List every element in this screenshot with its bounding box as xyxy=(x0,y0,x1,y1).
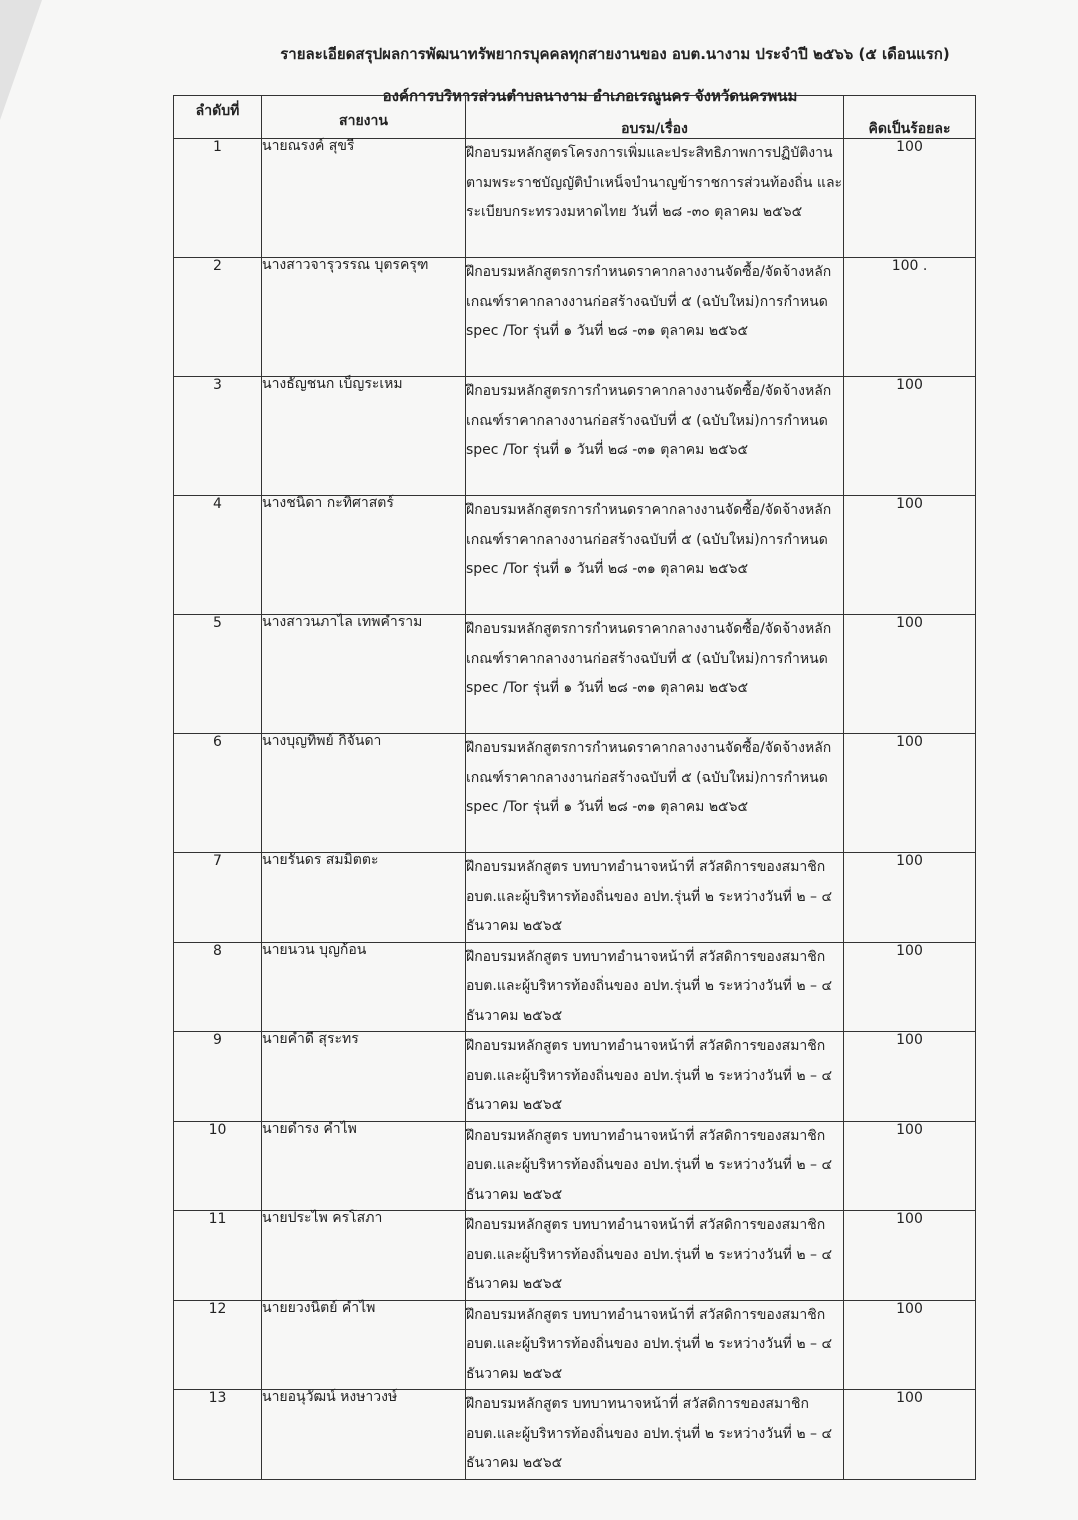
row-number: 6 xyxy=(174,734,262,853)
course-description: ฝึกอบรมหลักสูตรการกำหนดราคากลางงานจัดซื้อ/จัดจ้างหลักเกณฑ์ราคากลางงานก่อสร้างฉบับที่ ๕ (ฉบับใหม่)การกำหนด spec /Tor รุ่นที่ ๑ วันที่ ๒๘ -๓๑ ตุลาคม ๒๕๖๕ xyxy=(466,496,844,615)
report-subtitle: องค์การบริหารส่วนตำบลนางาม อำเภอเรณูนคร จังหวัดนครพนม xyxy=(382,87,798,105)
table-row xyxy=(174,258,976,377)
row-number: 9 xyxy=(174,1032,262,1122)
course-description: ฝึกอบรมหลักสูตรโครงการเพิ่มและประสิทธิภาพการปฏิบัติงานตามพระราชบัญญัติบำเหน็จบำนาญข้าราชการส่วนท้องถิ่น และระเบียบกระทรวงมหาดไทย วันที่ ๒๘ -๓๐ ตุลาคม ๒๕๖๕ xyxy=(466,139,844,258)
row-number: 2 xyxy=(174,258,262,377)
table-row xyxy=(174,1300,976,1390)
table-row xyxy=(174,1390,976,1480)
course-description: ฝึกอบรมหลักสูตร บทบาทอำนาจหน้าที่ สวัสดิการของสมาชิก อบต.และผู้บริหารท้องถิ่นของ อปท.รุ่นที่ ๒ ระหว่างวันที่ ๒ – ๔ ธันวาคม ๒๕๖๕ xyxy=(466,853,844,943)
table-row xyxy=(174,1211,976,1301)
person-name: นายณรงค์ สุขรี xyxy=(262,139,466,258)
table-row xyxy=(174,377,976,496)
row-number: 3 xyxy=(174,377,262,496)
course-description: ฝึกอบรมหลักสูตรการกำหนดราคากลางงานจัดซื้อ/จัดจ้างหลักเกณฑ์ราคากลางงานก่อสร้างฉบับที่ ๕ (ฉบับใหม่)การกำหนด spec /Tor รุ่นที่ ๑ วันที่ ๒๘ -๓๑ ตุลาคม ๒๕๖๕ xyxy=(466,258,844,377)
col-header-course: อบรม/เรื่อง xyxy=(466,96,844,139)
col-header-unit: สายงาน xyxy=(262,96,466,139)
table-row xyxy=(174,139,976,258)
person-name: นางธัญชนก เบ็ญระเหม xyxy=(262,377,466,496)
person-name: นายนวน บุญก้อน xyxy=(262,942,466,1032)
percent-value: 100 xyxy=(844,1300,976,1390)
person-name: นางบุญทิพย์ กิจันดา xyxy=(262,734,466,853)
course-description: ฝึกอบรมหลักสูตรการกำหนดราคากลางงานจัดซื้อ/จัดจ้างหลักเกณฑ์ราคากลางงานก่อสร้างฉบับที่ ๕ (ฉบับใหม่)การกำหนด spec /Tor รุ่นที่ ๑ วันที่ ๒๘ -๓๑ ตุลาคม ๒๕๖๕ xyxy=(466,615,844,734)
percent-value: 100 xyxy=(844,1121,976,1211)
person-name: นางชนิดา กะทิศาสตร์ xyxy=(262,496,466,615)
person-name: นายยวงนิตย์ คำไพ xyxy=(262,1300,466,1390)
percent-value: 100 xyxy=(844,377,976,496)
person-name: นายดำรง คำไพ xyxy=(262,1121,466,1211)
person-name: นายประไพ ครโสภา xyxy=(262,1211,466,1301)
col-header-percent: คิดเป็นร้อยละ xyxy=(844,96,976,139)
row-number: 8 xyxy=(174,942,262,1032)
percent-value: 100 xyxy=(844,734,976,853)
row-number: 11 xyxy=(174,1211,262,1301)
person-name: นางสาวนภาไล เทพคำราม xyxy=(262,615,466,734)
course-description: ฝึกอบรมหลักสูตร บทบาทอำนาจหน้าที่ สวัสดิการของสมาชิก อบต.และผู้บริหารท้องถิ่นของ อปท.รุ่นที่ ๒ ระหว่างวันที่ ๒ – ๔ ธันวาคม ๒๕๖๕ xyxy=(466,1121,844,1211)
table-row xyxy=(174,853,976,943)
table-row xyxy=(174,496,976,615)
percent-value: 100 xyxy=(844,615,976,734)
report-title: รายละเอียดสรุปผลการพัฒนาทรัพยากรบุคคลทุกสายงานของ อบต.นางาม ประจำปี ๒๕๖๖ (๕ เดือนแรก) xyxy=(280,45,950,63)
row-number: 12 xyxy=(174,1300,262,1390)
percent-value: 100 xyxy=(844,1032,976,1122)
table-row xyxy=(174,942,976,1032)
course-description: ฝึกอบรมหลักสูตรการกำหนดราคากลางงานจัดซื้อ/จัดจ้างหลักเกณฑ์ราคากลางงานก่อสร้างฉบับที่ ๕ (ฉบับใหม่)การกำหนด spec /Tor รุ่นที่ ๑ วันที่ ๒๘ -๓๑ ตุลาคม ๒๕๖๕ xyxy=(466,377,844,496)
percent-value: 100 xyxy=(844,853,976,943)
table-row xyxy=(174,734,976,853)
course-description: ฝึกอบรมหลักสูตร บทบาทอำนาจหน้าที่ สวัสดิการของสมาชิก อบต.และผู้บริหารท้องถิ่นของ อปท.รุ่นที่ ๒ ระหว่างวันที่ ๒ – ๔ ธันวาคม ๒๕๖๕ xyxy=(466,1032,844,1122)
page-corner-shadow xyxy=(0,0,42,120)
row-number: 4 xyxy=(174,496,262,615)
row-number: 1 xyxy=(174,139,262,258)
person-name: นายรันดร สมมิตตะ xyxy=(262,853,466,943)
course-description: ฝึกอบรมหลักสูตร บทบาทอำนาจหน้าที่ สวัสดิการของสมาชิก อบต.และผู้บริหารท้องถิ่นของ อปท.รุ่นที่ ๒ ระหว่างวันที่ ๒ – ๔ ธันวาคม ๒๕๖๕ xyxy=(466,1211,844,1301)
percent-value: 100 xyxy=(844,496,976,615)
row-number: 7 xyxy=(174,853,262,943)
percent-value: 100 . xyxy=(844,258,976,377)
row-number: 5 xyxy=(174,615,262,734)
training-summary-table xyxy=(173,95,976,1480)
percent-value: 100 xyxy=(844,139,976,258)
percent-value: 100 xyxy=(844,1390,976,1480)
row-number: 13 xyxy=(174,1390,262,1480)
percent-value: 100 xyxy=(844,942,976,1032)
course-description: ฝึกอบรมหลักสูตร บทบาทอำนาจหน้าที่ สวัสดิการของสมาชิก อบต.และผู้บริหารท้องถิ่นของ อปท.รุ่นที่ ๒ ระหว่างวันที่ ๒ – ๔ ธันวาคม ๒๕๖๕ xyxy=(466,942,844,1032)
course-description: ฝึกอบรมหลักสูตร บทบาทนาจหน้าที่ สวัสดิการของสมาชิก อบต.และผู้บริหารท้องถิ่นของ อปท.รุ่นที่ ๒ ระหว่างวันที่ ๒ – ๔ ธันวาคม ๒๕๖๕ xyxy=(466,1390,844,1480)
row-number: 10 xyxy=(174,1121,262,1211)
table-row xyxy=(174,1032,976,1122)
course-description: ฝึกอบรมหลักสูตรการกำหนดราคากลางงานจัดซื้อ/จัดจ้างหลักเกณฑ์ราคากลางงานก่อสร้างฉบับที่ ๕ (ฉบับใหม่)การกำหนด spec /Tor รุ่นที่ ๑ วันที่ ๒๘ -๓๑ ตุลาคม ๒๕๖๕ xyxy=(466,734,844,853)
course-description: ฝึกอบรมหลักสูตร บทบาทอำนาจหน้าที่ สวัสดิการของสมาชิก อบต.และผู้บริหารท้องถิ่นของ อปท.รุ่นที่ ๒ ระหว่างวันที่ ๒ – ๔ ธันวาคม ๒๕๖๕ xyxy=(466,1300,844,1390)
col-header-no: ลำดับที่ xyxy=(174,96,262,139)
person-name: นายคำดี สุระทร xyxy=(262,1032,466,1122)
table-row xyxy=(174,1121,976,1211)
person-name: นางสาวจารุวรรณ บุตรครุฑ xyxy=(262,258,466,377)
table-row xyxy=(174,615,976,734)
person-name: นายอนุวัฒน์ หงษาวงษ์ xyxy=(262,1390,466,1480)
percent-value: 100 xyxy=(844,1211,976,1301)
